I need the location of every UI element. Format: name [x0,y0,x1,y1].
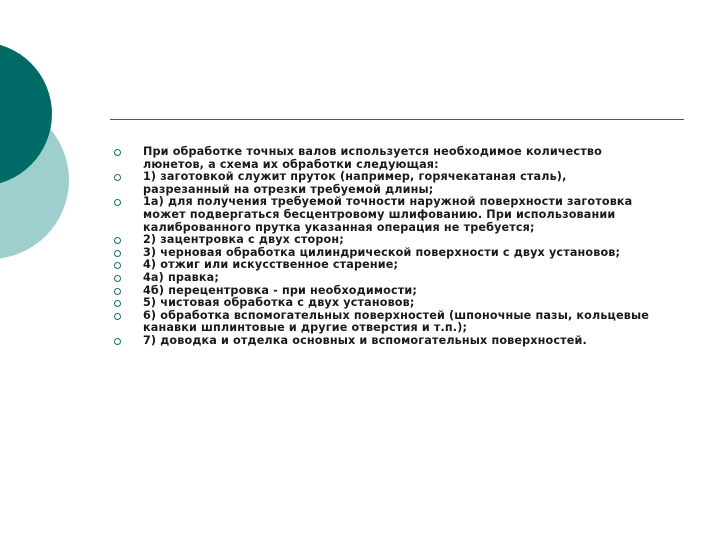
list-item-text: 1а) для получения требуемой точности наружной поверхности заготовка может подвергаться бесцентровому шлифованию. При использовании калиброванного прутка указанная операция не требуется; [143,195,633,234]
circle-bullet-icon [114,300,121,307]
circle-bullet-icon [114,338,121,345]
list-item-text: 5) чистовая обработка с двух установов; [143,296,415,310]
list-item-text: При обработке точных валов используется необходимое количество люнетов, а схема их обработки следующая: [143,145,602,171]
circle-bullet-icon [114,199,121,206]
circle-bullet-icon [114,275,121,282]
circle-bullet-icon [114,313,121,320]
list-item [114,146,674,171]
list-item [114,335,674,348]
circle-bullet-icon [114,237,121,244]
list-item [114,171,674,196]
list-item-text: 6) обработка вспомогательных поверхностей (шпоночные пазы, кольцевые канавки шплинтовые и другие отверстия и т.п.); [143,308,649,335]
list-item [114,196,674,234]
list-item-text: 4б) перецентровка - при необходимости; [143,283,417,297]
circle-bullet-icon [114,262,121,269]
list-item-text: 4а) правка; [143,270,219,284]
title-divider [110,119,684,120]
list-item-text: 7) доводка и отделка основных и вспомогательных поверхностей. [143,333,587,347]
circle-bullet-icon [114,174,121,181]
list-item [114,310,674,335]
list-item-text: 2) зацентровка с двух сторон; [143,233,344,247]
circle-bullet-icon [114,149,121,156]
circle-bullet-icon [114,250,121,257]
list-item-text: 3) черновая обработка цилиндрической поверхности с двух установов; [143,245,621,259]
circle-bullet-icon [114,288,121,295]
decorative-circles [0,0,80,300]
bullet-list [114,146,674,348]
list-item-text: 4) отжиг или искусственное старение; [143,258,399,272]
list-item-text: 1) заготовкой служит пруток (например, горячекатаная сталь), разрезанный на отрезки требуемой длины; [143,170,567,196]
